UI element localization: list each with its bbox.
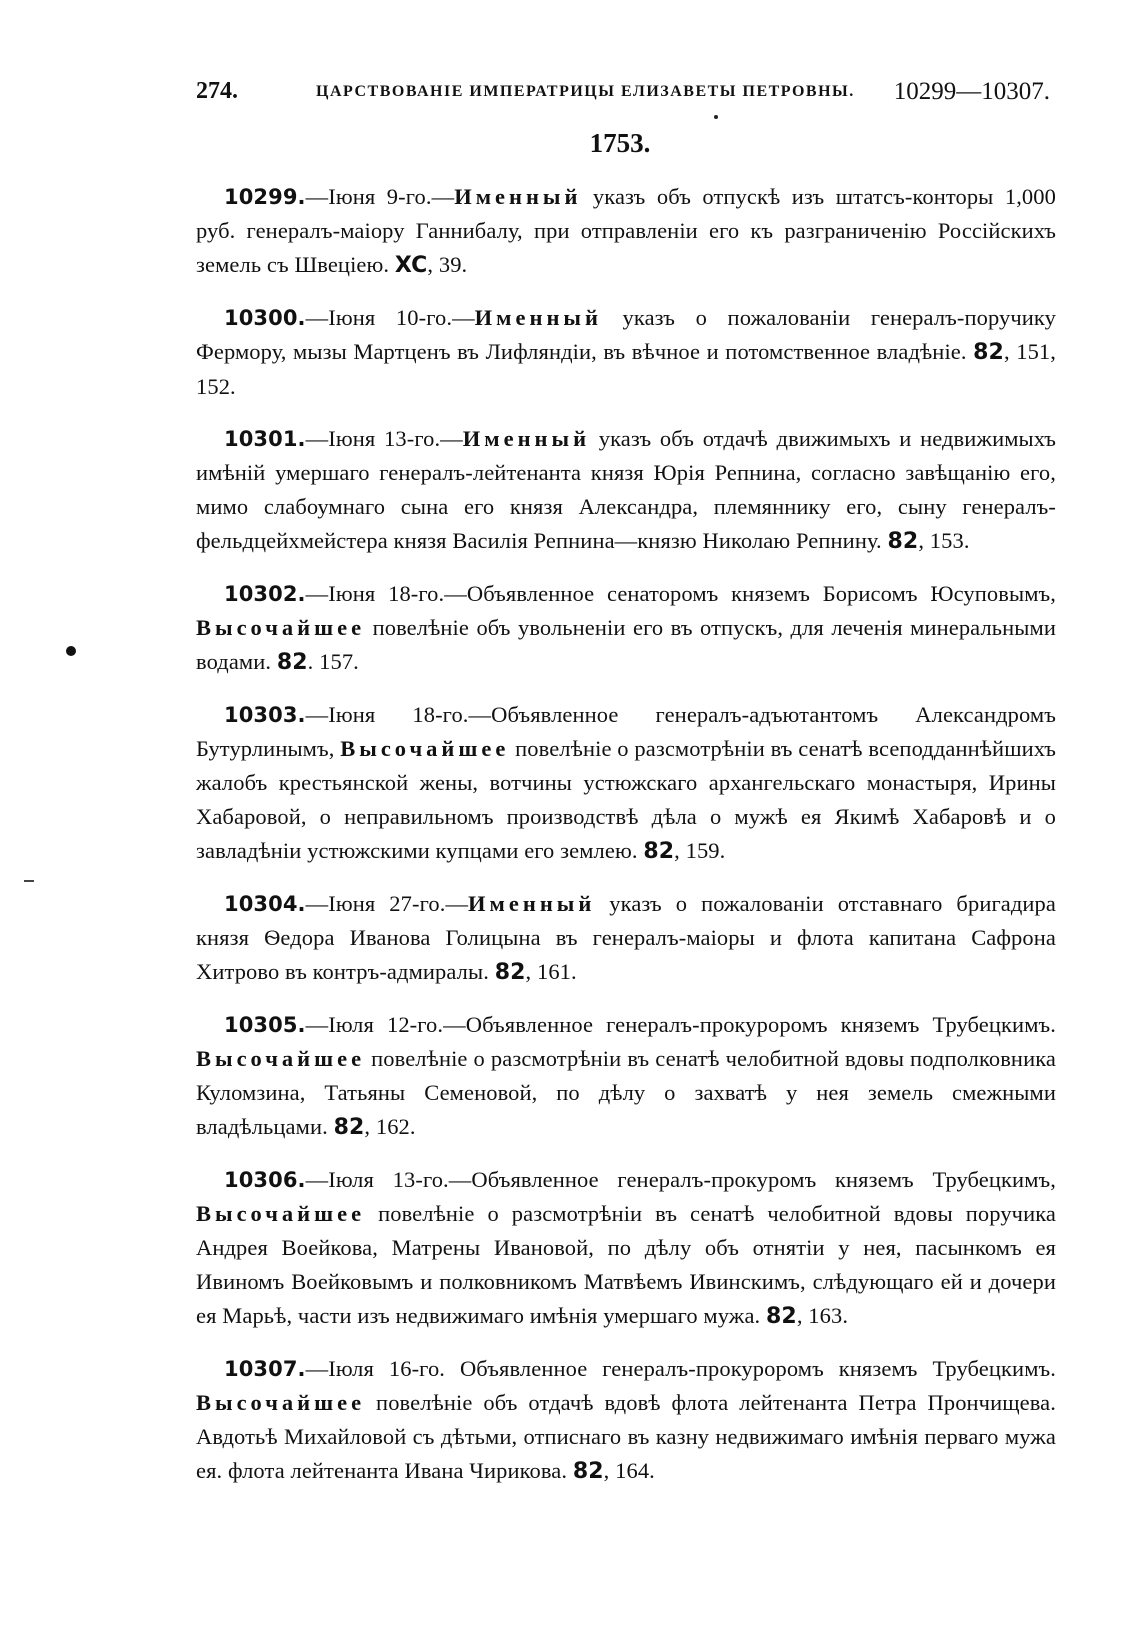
entry-preamble: Объявленное генералъ-прокуроромъ княземъ Трубецкимъ. xyxy=(465,1012,1056,1037)
entry-text: повелѣніе о разсмотрѣніи въ сенатѣ всеподданнѣйшихъ жалобъ крестьянской жены, вотчины устюжскаго архангельскаго монастыря, Ирины Хабаровой, о неправильномъ производствѣ дѣла о мужѣ ея Якимѣ Хабаровѣ и о завладѣніи устюжскими купцами его землею. xyxy=(196,736,1056,863)
entry-preamble: Объявленное генералъ-прокуроромъ княземъ Трубецкимъ. xyxy=(459,1356,1056,1381)
entry-kind: Именный xyxy=(462,426,591,451)
entry-ref-volume: 82 xyxy=(494,960,526,985)
entry-number: 10299. xyxy=(224,185,306,209)
entry-kind: Высочайшее xyxy=(340,736,510,761)
entry-ref-volume: 82 xyxy=(766,1304,797,1329)
entry-text: указъ о пожалованіи генералъ-поручику Фермору, мызы Мартценъ въ Лифляндіи, въ вѣчное и потомственное владѣніе. xyxy=(196,305,1056,364)
running-title: ЦАРСТВОВАНІЕ ИМПЕРАТРИЦЫ ЕЛИЗАВЕТЫ ПЕТРОВНЫ. xyxy=(316,83,855,100)
entry-kind: Именный xyxy=(454,184,582,209)
entry-ref-volume: 82 xyxy=(887,529,919,554)
entry-ref-pages: , 162. xyxy=(364,1114,416,1139)
entry-ref-volume: 82 xyxy=(973,340,1004,365)
entry-date: —Іюня 27-го.— xyxy=(305,891,469,916)
entry-text: указъ о пожалованіи отставнаго бригадира князя Ѳедора Иванова Голицына въ генералъ-маіоры и флота капитана Сафрона Хитрово въ контръ-адмиралы. xyxy=(196,891,1056,984)
margin-mark xyxy=(24,880,34,882)
entry-number: 10300. xyxy=(224,306,306,330)
entry-ref-pages: , 159. xyxy=(674,838,726,863)
entry-kind: Высочайшее xyxy=(196,1390,366,1415)
entry-text: указъ объ отпускѣ изъ штатсъ-конторы 1,000 руб. генералъ-маіору Ганнибалу, при отправленіи его къ разграниченію Россійскихъ земель съ Швеціею. xyxy=(196,184,1056,277)
entry-ref-volume: 82 xyxy=(333,1115,365,1140)
entry-number: 10307. xyxy=(224,1357,306,1381)
entry-10301 xyxy=(196,422,1056,559)
entry-date: —Іюня 18-го.— xyxy=(305,702,492,727)
entry-preamble: Объявленное генералъ-адъютантомъ Александромъ Бутурлинымъ, xyxy=(196,702,1057,761)
margin-dot xyxy=(66,646,76,656)
entry-number: 10306. xyxy=(224,1168,306,1192)
entry-ref-volume: 82 xyxy=(276,650,308,675)
entry-ref-pages: , 164. xyxy=(603,1458,655,1483)
entry-preamble: Объявленное генералъ-прокуромъ княземъ Трубецкимъ, xyxy=(471,1167,1056,1192)
entry-number: 10305. xyxy=(224,1013,306,1037)
entry-range: 10299—10307. xyxy=(893,78,1050,105)
entry-ref-pages: , 151, 152. xyxy=(196,339,1056,399)
entry-text: повелѣніе объ отдачѣ вдовѣ флота лейтенанта Петра Прончищева. Авдотьѣ Михайловой съ дѣтьми, отписнаго въ казну недвижимаго имѣнія перваго мужа ея. флота лейтенанта Ивана Чирикова. xyxy=(196,1390,1056,1483)
entry-text: повелѣніе о разсмотрѣніи въ сенатѣ челобитной вдовы поручика Андрея Воейкова, Матрены Ивановой, по дѣлу объ отнятіи у нея, пасынкомъ ея Ивиномъ Воейковымъ и полковникомъ Матвѣемъ Ивинскимъ, слѣдующаго ей и дочери ея Марьѣ, части изъ недвижимаго имѣнія умершаго мужа. xyxy=(196,1201,1056,1328)
entry-ref-volume: XC xyxy=(394,253,428,278)
entry-10300 xyxy=(196,301,1056,404)
entry-text: повелѣніе о разсмотрѣніи въ сенатѣ челобитной вдовы подполковника Куломзина, Татьяны Семеновой, по дѣлу о захватѣ у нея земель смежными владѣльцами. xyxy=(196,1046,1056,1139)
entry-date: —Іюня 13-го.— xyxy=(305,426,463,451)
entry-ref-pages: . 157. xyxy=(307,649,359,674)
entry-text: повелѣніе объ увольненіи его въ отпускъ, для леченія минеральными водами. xyxy=(196,615,1056,674)
entry-10303 xyxy=(196,698,1056,869)
entry-kind: Именный xyxy=(468,891,596,916)
entry-10304 xyxy=(196,887,1056,990)
entry-10302 xyxy=(196,577,1056,680)
entry-date: —Іюня 9-го.— xyxy=(305,184,455,209)
entry-date: —Іюля 12-го.— xyxy=(305,1012,466,1037)
page-header xyxy=(196,78,1050,112)
entry-kind: Именный xyxy=(474,305,602,330)
entry-number: 10301. xyxy=(224,427,306,451)
page-number: 274. xyxy=(196,78,238,104)
entry-10305 xyxy=(196,1008,1056,1145)
entry-date: —Іюля 13-го.— xyxy=(305,1167,472,1192)
entry-date: —Іюня 10-го.— xyxy=(305,305,475,330)
entry-number: 10304. xyxy=(224,892,306,916)
entry-10299 xyxy=(196,180,1056,283)
entry-10307 xyxy=(196,1352,1056,1489)
entry-kind: Высочайшее xyxy=(196,1201,366,1226)
entry-ref-volume: 82 xyxy=(643,839,675,864)
entry-kind: Высочайшее xyxy=(196,615,366,640)
entry-ref-pages: , 163. xyxy=(796,1303,849,1328)
entry-ref-pages: , 39. xyxy=(427,252,468,277)
entry-ref-pages: , 153. xyxy=(918,528,970,553)
entry-10306 xyxy=(196,1163,1056,1334)
entry-number: 10302. xyxy=(224,582,306,606)
entry-date: —Іюля 16-го. xyxy=(305,1356,460,1381)
entry-text: указъ объ отдачѣ движимыхъ и недвижимыхъ имѣній умершаго генералъ-лейтенанта князя Юрія Репнина, согласно завѣщанію его, мимо слабоумнаго сына его князя Александра, племяннику его, сыну генералъ-фельдцейхмейстера князя Василія Репнина—князю Николаю Репнину. xyxy=(196,426,1056,553)
year-heading: 1753. xyxy=(589,128,651,158)
print-speck xyxy=(714,115,718,119)
entry-kind: Высочайшее xyxy=(196,1046,366,1071)
entry-preamble: Объявленное сенаторомъ княземъ Борисомъ Юсуповымъ, xyxy=(466,581,1056,606)
entry-ref-volume: 82 xyxy=(572,1459,604,1484)
entry-ref-pages: , 161. xyxy=(525,959,577,984)
entry-number: 10303. xyxy=(224,703,306,727)
entry-date: —Іюня 18-го.— xyxy=(305,581,467,606)
entries-list xyxy=(196,180,1056,1507)
